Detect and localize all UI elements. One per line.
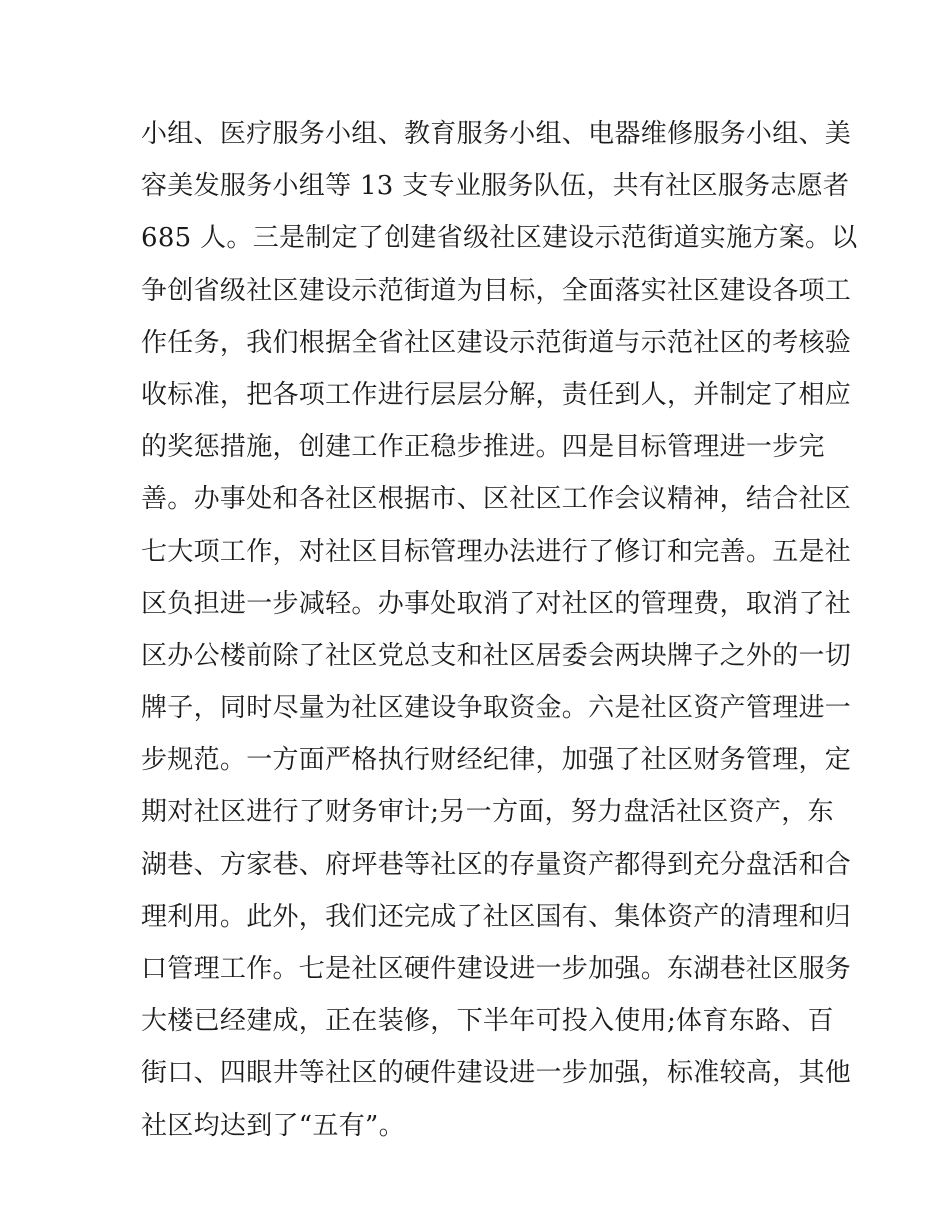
- text-line: 的奖惩措施，创建工作正稳步推进。四是目标管理进一步完: [141, 432, 825, 463]
- text-line: 口管理工作。七是社区硬件建设进一步加强。东湖巷社区服务: [141, 954, 852, 984]
- text-line: 社区均达到了“五有”。: [141, 1110, 405, 1141]
- text-line: 争创省级社区建设示范街道为目标，全面落实社区建设各项工: [141, 275, 852, 306]
- text-line: 七大项工作，对社区目标管理办法进行了修订和完善。五是社: [141, 536, 852, 567]
- text-line: 街口、四眼井等社区的硬件建设进一步加强，标准较高，其他: [141, 1058, 852, 1089]
- text-line: 区办公楼前除了社区党总支和社区居委会两块牌子之外的一切: [141, 640, 852, 671]
- text-line: 收标准，把各项工作进行层层分解，责任到人，并制定了相应: [141, 379, 852, 410]
- text-line: 湖巷、方家巷、府坪巷等社区的存量资产都得到充分盘活和合: [141, 849, 852, 880]
- text-line: 步规范。一方面严格执行财经纪律，加强了社区财务管理，定: [141, 745, 852, 776]
- body-paragraph: [141, 108, 858, 1152]
- text-line: 作任务，我们根据全省社区建设示范街道与示范社区的考核验: [141, 327, 852, 358]
- text-line: 小组、医疗服务小组、教育服务小组、电器维修服务小组、美: [141, 119, 852, 149]
- text-line: 理利用。此外，我们还完成了社区国有、集体资产的清理和归: [141, 901, 852, 932]
- text-line: 685 人。三是制定了创建省级社区建设示范街道实施方案。以: [141, 223, 858, 254]
- text-line: 区负担进一步减轻。办事处取消了对社区的管理费，取消了社: [141, 588, 852, 619]
- text-line: 善。办事处和各社区根据市、区社区工作会议精神，结合社区: [141, 484, 852, 515]
- text-line: 大楼已经建成，正在装修，下半年可投入使用;体育东路、百: [141, 1006, 834, 1037]
- text-line: 期对社区进行了财务审计;另一方面，努力盘活社区资产，东: [141, 797, 834, 828]
- text-line: 牌子，同时尽量为社区建设争取资金。六是社区资产管理进一: [141, 693, 852, 724]
- text-line: 容美发服务小组等 13 支专业服务队伍，共有社区服务志愿者: [141, 171, 850, 202]
